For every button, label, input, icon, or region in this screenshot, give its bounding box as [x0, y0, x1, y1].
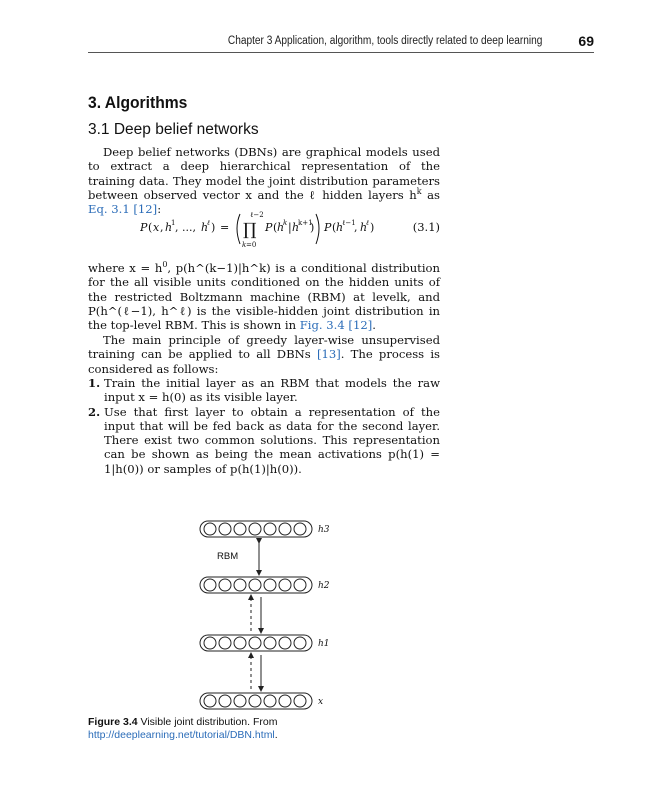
dbn-figure	[195, 515, 355, 715]
equation-3-1	[140, 206, 440, 249]
citation-link[interactable]: [12]	[348, 318, 373, 333]
running-header	[88, 34, 594, 53]
figure-caption: Figure 3.4 Visible joint distribution. From http://deeplearning.net/tutorial/DBN.html.	[88, 716, 278, 741]
svg-text:h: h	[201, 221, 209, 234]
svg-text:P: P	[324, 221, 332, 234]
caption-label: Figure 3.4	[88, 716, 138, 728]
equation-number: (3.1)	[412, 220, 440, 234]
layer-h1	[200, 635, 312, 651]
svg-text:h: h	[336, 221, 344, 234]
svg-text:P: P	[265, 221, 273, 234]
svg-text:): )	[370, 221, 375, 234]
svg-text:): )	[310, 221, 315, 234]
page-number: 69	[578, 33, 594, 49]
citation-link[interactable]: [12]	[133, 202, 158, 217]
svg-text:(: (	[148, 221, 153, 234]
caption-text: Visible joint distribution. From	[140, 716, 278, 728]
svg-text:ℓ−1: ℓ−1	[342, 219, 356, 227]
label-h1: h1	[318, 639, 330, 649]
svg-text:P: P	[140, 221, 148, 234]
svg-text:,: ,	[354, 221, 358, 234]
svg-text:=: =	[220, 221, 230, 234]
svg-text:k: k	[283, 219, 288, 227]
equation-link[interactable]: Eq. 3.1	[88, 202, 130, 217]
svg-text:∏: ∏	[243, 220, 257, 240]
equation-formula	[140, 206, 410, 250]
svg-text:|: |	[288, 221, 292, 234]
svg-text:ℓ−2: ℓ−2	[250, 211, 264, 219]
svg-text:h: h	[292, 221, 300, 234]
svg-text:h: h	[277, 221, 285, 234]
rbm-label: RBM	[217, 551, 239, 562]
label-x: x	[318, 697, 324, 707]
caption-link[interactable]: http://deeplearning.net/tutorial/DBN.html	[88, 729, 275, 741]
paragraph-training: The main principle of greedy layer-wise unsupervised training can be applied to all DBNs [13]. The process is considered as follows:	[88, 333, 441, 376]
label-h2: h2	[318, 581, 330, 591]
paragraph-intro: Deep belief networks (DBNs) are graphical models used to extract a deep hierarchical representation of the training data. They model the joint distribution parameters between observed vector x and the ℓ hidden layers $h^k$ as Eq. 3.1 [12]:	[88, 145, 440, 217]
svg-text:,: ,	[160, 221, 164, 234]
svg-text:h: h	[165, 221, 173, 234]
paragraph-definition: where $x = h^0$, p(h^(k−1)|h^k) is a conditional distribution for the all visible units conditioned on the hidden units of the restricted Boltzmann machine (RBM) at levelk, and P(h^(ℓ−1), h^ℓ) is the visible-hidden joint distribution in the top-level RBM. This is shown in Fig. 3.4 [12].	[88, 260, 440, 333]
svg-text:ℓ: ℓ	[207, 219, 210, 227]
section-title: 3. Algorithms	[88, 93, 188, 112]
svg-text:(: (	[332, 221, 337, 234]
svg-text:k: k	[242, 241, 247, 249]
training-steps-list	[88, 376, 440, 476]
svg-text:h: h	[360, 221, 368, 234]
layer-h2	[200, 577, 312, 593]
svg-text:k+1: k+1	[298, 219, 313, 227]
svg-text:(: (	[273, 221, 278, 234]
list-item: 2. Use that first layer to obtain a representation of the input that will be fed back as data for the second layer. There exist two common solutions. This representation can be shown as being the mean activations p(h(1) = 1|h(0)) or samples of p(h(1)|h(0)).	[88, 404, 440, 476]
svg-text:1: 1	[171, 219, 176, 227]
svg-text:x: x	[153, 221, 160, 234]
list-item: 1. Train the initial layer as an RBM that models the raw input x = h(0) as its visible layer.	[88, 376, 440, 405]
layer-h3	[200, 521, 312, 537]
subsection-title: 3.1 Deep belief networks	[88, 121, 259, 138]
svg-text:=0: =0	[246, 241, 257, 249]
svg-text:ℓ: ℓ	[366, 219, 369, 227]
label-h3: h3	[318, 525, 330, 535]
dbn-diagram	[195, 515, 355, 715]
chapter-title: Chapter 3 Application, algorithm, tools directly related to deep learning	[227, 35, 542, 47]
citation-link[interactable]: [13]	[316, 347, 341, 362]
svg-text:, ...,: , ...,	[175, 221, 196, 234]
figure-link[interactable]: Fig. 3.4	[299, 318, 345, 333]
svg-text:): )	[211, 221, 216, 234]
layer-x	[200, 693, 312, 709]
